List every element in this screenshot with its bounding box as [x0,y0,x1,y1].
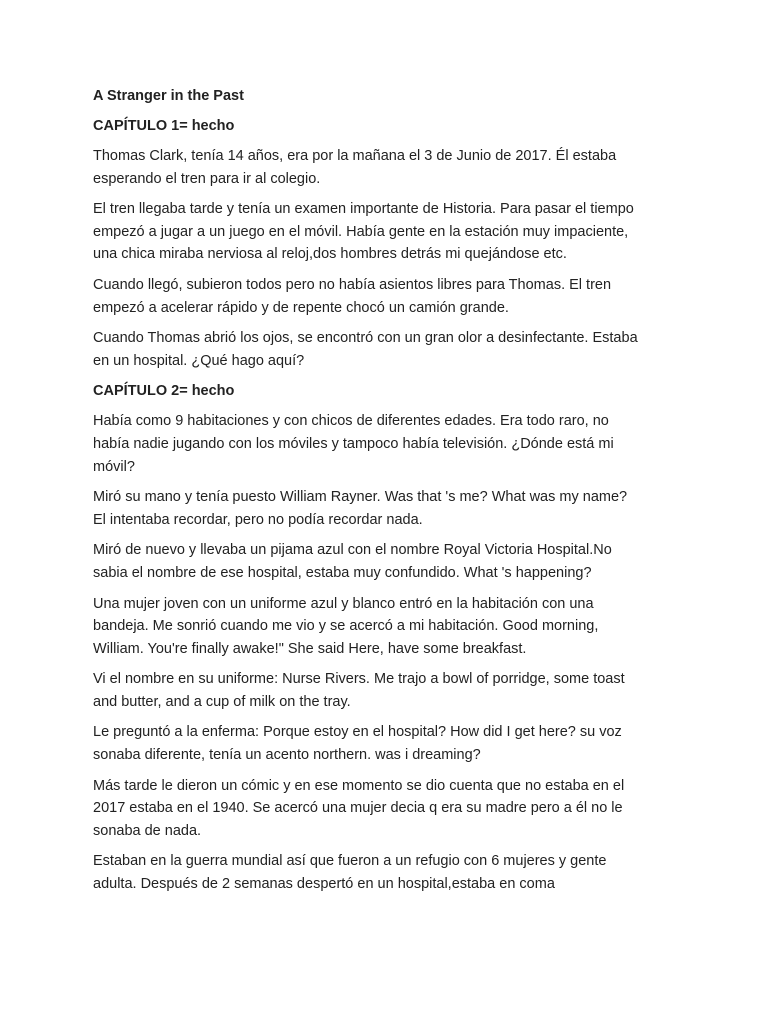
paragraph-line: esperando el tren para ir al colegio. [93,170,321,187]
paragraph-line: empezó a jugar a un juego en el móvil. Había gente en la estación muy impaciente, [93,223,629,240]
paragraph-8 [93,593,693,661]
paragraph-5 [93,410,693,478]
paragraph-line: El intentaba recordar, pero no podía recordar nada. [93,511,423,528]
paragraph-line: Le preguntó a la enferma: Porque estoy en el hospital? How did I get here? su voz [93,724,622,741]
chapter-2-heading: CAPÍTULO 2= hecho [93,383,235,400]
document-title: A Stranger in the Past [93,88,244,104]
paragraph-11 [93,775,693,843]
paragraph-line: Cuando llegó, subieron todos pero no había asientos libres para Thomas. El tren [93,276,612,293]
paragraph-6 [93,486,693,531]
paragraph-line: and butter, and a cup of milk on the tray. [93,693,351,710]
paragraph-10 [93,721,693,766]
paragraph-line: empezó a acelerar rápido y de repente chocó un camión grande. [93,299,509,316]
paragraph-line: Miró su mano y tenía puesto William Rayner. Was that 's me? What was my name? [93,489,628,506]
document-page [93,85,693,904]
paragraph-1 [93,145,693,190]
paragraph-3 [93,274,693,319]
paragraph-line: en un hospital. ¿Qué hago aquí? [93,352,305,369]
paragraph-line: Estaban en la guerra mundial así que fueron a un refugio con 6 mujeres y gente [93,853,607,870]
paragraph-line: bandeja. Me sonrió cuando me vio y se acercó a mi habitación. Good morning, [93,618,599,635]
paragraph-line: El tren llegaba tarde y tenía un examen importante de Historia. Para pasar el tiempo [93,201,634,218]
paragraph-line: William. You're finally awake!" She said Here, have some breakfast. [93,640,527,657]
paragraph-line: había nadie jugando con los móviles y tampoco había televisión. ¿Dónde está mi [93,435,614,452]
paragraph-line: móvil? [93,458,135,475]
paragraph-line: una chica miraba nerviosa al reloj,dos hombres detrás mi quejándose etc. [93,246,567,263]
paragraph-7 [93,539,693,584]
paragraph-line: adulta. Después de 2 semanas despertó en un hospital,estaba en coma [93,876,555,893]
chapter-1-heading: CAPÍTULO 1= hecho [93,118,235,134]
paragraph-line: Más tarde le dieron un cómic y en ese momento se dio cuenta que no estaba en el [93,777,625,794]
paragraph-line: sonaba de nada. [93,822,202,839]
paragraph-line: Una mujer joven con un uniforme azul y blanco entró en la habitación con una [93,595,594,612]
paragraph-4 [93,327,693,372]
paragraph-line: Miró de nuevo y llevaba un pijama azul con el nombre Royal Victoria Hospital.No [93,542,612,559]
paragraph-line: 2017 estaba en el 1940. Se acercó una mujer decia q era su madre pero a él no le [93,800,623,817]
paragraph-line: Vi el nombre en su uniforme: Nurse Rivers. Me trajo a bowl of porridge, some toast [93,671,625,688]
paragraph-line: sabia el nombre de ese hospital, estaba muy confundido. What 's happening? [93,564,592,581]
paragraph-9 [93,668,693,713]
paragraph-2 [93,198,693,266]
paragraph-12 [93,850,693,895]
paragraph-line: Cuando Thomas abrió los ojos, se encontró con un gran olor a desinfectante. Estaba [93,330,638,347]
paragraph-line: Había como 9 habitaciones y con chicos de diferentes edades. Era todo raro, no [93,413,609,430]
paragraph-line: sonaba diferente, tenía un acento northern. was i dreaming? [93,747,481,764]
paragraph-line: Thomas Clark, tenía 14 años, era por la mañana el 3 de Junio de 2017. Él estaba [93,148,617,164]
